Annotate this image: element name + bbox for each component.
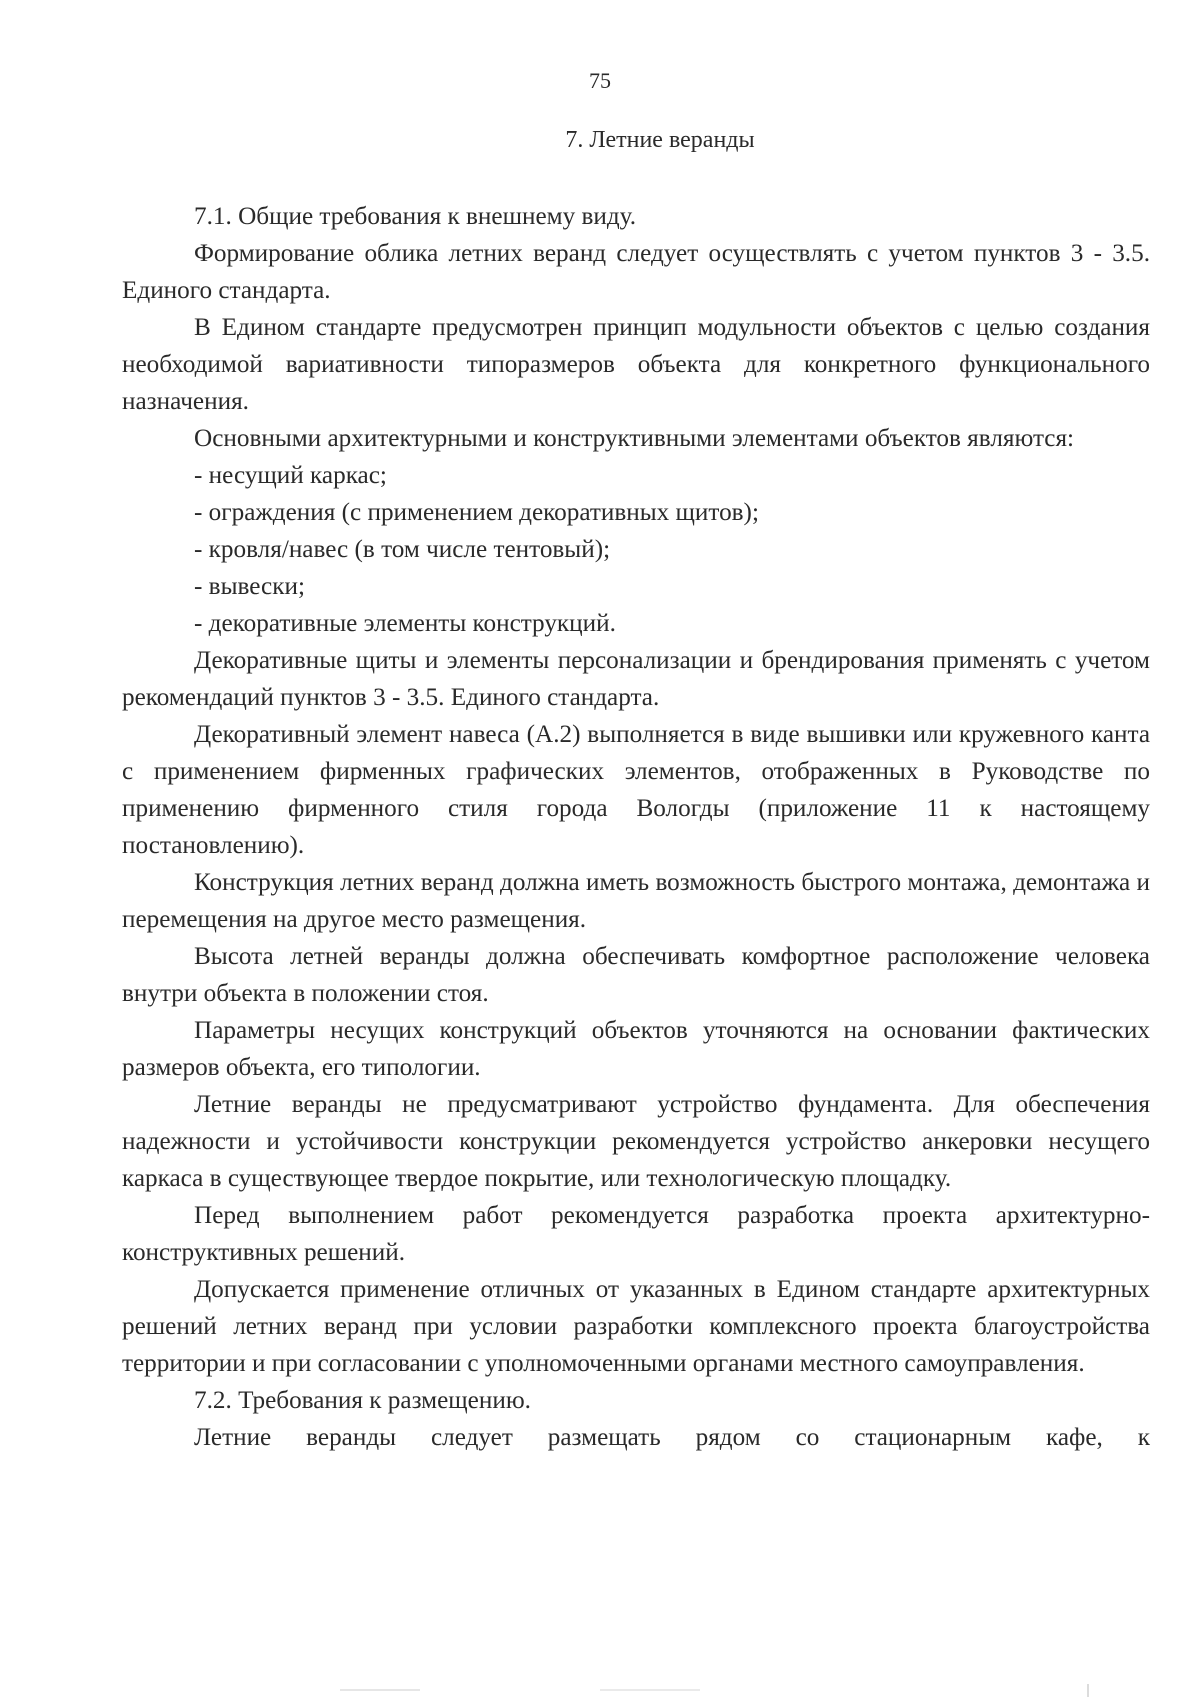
- paragraph: Декоративные щиты и элементы персонализации и брендирования применять с учетом рекомендаций пунктов 3 - 3.5. Единого стандарта.: [122, 647, 1150, 711]
- list-item: - декоративные элементы конструкций.: [194, 610, 616, 637]
- paragraph: Высота летней веранды должна обеспечивать комфортное расположение человека внутри объекта в положении стоя.: [122, 943, 1150, 1007]
- list-item: - вывески;: [194, 573, 305, 600]
- paragraph: Декоративный элемент навеса (А.2) выполняется в виде вышивки или кружевного канта с применением фирменных графических элементов, отображенных в Руководстве по применению фирменного стиля города Вологды (приложение 11 к настоящему постановлению).: [122, 721, 1150, 859]
- paragraph: Летние веранды не предусматривают устройство фундамента. Для обеспечения надежности и устойчивости конструкции рекомендуется устройство анкеровки несущего каркаса в существующее твердое покрытие, или технологическую площадку.: [122, 1091, 1150, 1192]
- paragraph-continued: Летние веранды следует размещать рядом со стационарным кафе, к: [194, 1424, 1150, 1451]
- list-item: - несущий каркас;: [194, 462, 387, 489]
- list-item: - кровля/навес (в том числе тентовый);: [194, 536, 611, 563]
- paragraph: В Едином стандарте предусмотрен принцип модульности объектов с целью создания необходимой вариативности типоразмеров объекта для конкретного функционального назначения.: [122, 314, 1150, 415]
- paragraph: Параметры несущих конструкций объектов уточняются на основании фактических размеров объекта, его типологии.: [122, 1017, 1150, 1081]
- document-body: [122, 198, 1150, 1456]
- paragraph: Основными архитектурными и конструктивными элементами объектов являются:: [194, 425, 1075, 452]
- paragraph: Допускается применение отличных от указанных в Едином стандарте архитектурных решений летних веранд при условии разработки комплексного проекта благоустройства территории и при согласовании с уполномоченными органами местного самоуправления.: [122, 1276, 1150, 1377]
- paragraph: Формирование облика летних веранд следует осуществлять с учетом пунктов 3 - 3.5. Единого стандарта.: [122, 240, 1150, 304]
- paragraph: 7.2. Требования к размещению.: [194, 1387, 531, 1414]
- paragraph: Перед выполнением работ рекомендуется разработка проекта архитектурно-конструктивных решений.: [122, 1202, 1150, 1266]
- page-number: 75: [589, 68, 611, 93]
- paragraph: 7.1. Общие требования к внешнему виду.: [194, 203, 637, 230]
- paragraph: Конструкция летних веранд должна иметь возможность быстрого монтажа, демонтажа и перемещения на другое место размещения.: [122, 869, 1150, 933]
- section-title: 7. Летние веранды: [565, 127, 755, 153]
- list-item: - ограждения (с применением декоративных щитов);: [194, 499, 759, 526]
